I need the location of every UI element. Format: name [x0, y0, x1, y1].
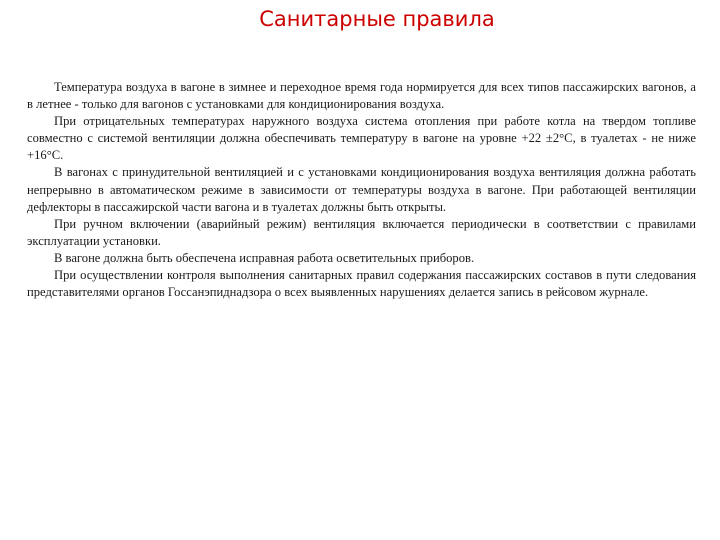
paragraph-air-temperature: Температура воздуха в вагоне в зимнее и переходное время года нормируется для всех типов пассажирских вагонов, а в летнее - только для вагонов с установками для кондиционирования воздуха.	[27, 80, 696, 112]
paragraph-manual-ventilation: При ручном включении (аварийный режим) вентиляция включается периодически в соответствии с правилами эксплуатации установки.	[27, 216, 696, 248]
paragraph-heating-system: При отрицательных температурах наружного воздуха система отопления при работе котла на твердом топливе совместно с системой вентиляции должна обеспечивать температуру в вагоне на уровне +22 ±2°С, в туалетах - не ниже +16°С.	[27, 114, 696, 163]
paragraph-lighting: В вагоне должна быть обеспечена исправная работа осветительных приборов.	[54, 250, 475, 265]
paragraph-sanitary-control: При осуществлении контроля выполнения санитарных правил содержания пассажирских составов в пути следования представителями органов Госсанэпиднадзора о всех выявленных нарушениях делается запись в рейсовом журнале.	[27, 268, 696, 300]
slide-body	[27, 79, 696, 301]
paragraph-forced-ventilation: В вагонах с принудительной вентиляцией и с установками кондиционирования воздуха вентиляция должна работать непрерывно в автоматическом режиме в зависимости от температуры воздуха в вагоне. При работающей вентиляции дефлекторы в пассажирской части вагона и в туалетах должны быть открыты.	[27, 165, 696, 214]
slide-title: Санитарные правила	[259, 7, 495, 31]
